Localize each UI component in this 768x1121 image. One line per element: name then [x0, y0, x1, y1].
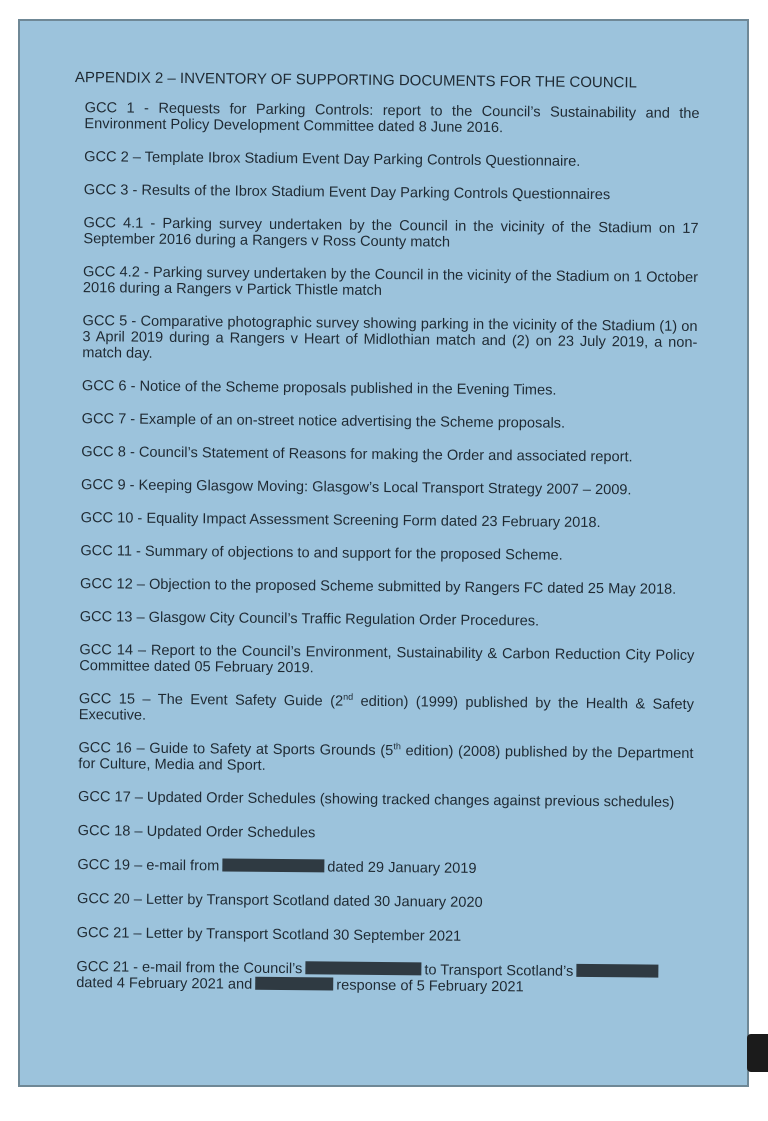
document-page [18, 19, 749, 1087]
gcc15-text-post: edition) (1999) published by the Health & Safety Executive. [78, 693, 695, 724]
list-item: GCC 9 - Keeping Glasgow Moving: Glasgow’s Local Transport Strategy 2007 – 2009. [80, 477, 632, 499]
page-title: APPENDIX 2 – INVENTORY OF SUPPORTING DOCUMENTS FOR THE COUNCIL [74, 69, 638, 92]
list-item: GCC 3 - Results of the Ibrox Stadium Event Day Parking Controls Questionnaires [83, 182, 611, 204]
list-item: GCC 13 – Glasgow City Council’s Traffic Regulation Order Procedures. [79, 609, 540, 630]
list-item: GCC 7 - Example of an on-street notice advertising the Scheme proposals. [81, 411, 566, 432]
redaction-block [576, 964, 658, 978]
list-item-gcc19 [77, 857, 692, 879]
gcc15-text-pre: GCC 15 – The Event Safety Guide (2 [78, 691, 344, 710]
gcc21-text-1: GCC 21 - e-mail from the Council’s [76, 959, 303, 978]
gcc21-text-4: response of 5 February 2021 [336, 977, 524, 996]
list-item: GCC 14 – Report to the Council’s Environment, Sustainability & Carbon Reduction City Policy Committee dated 05 February 2019. [79, 642, 695, 677]
list-item: GCC 4.1 - Parking survey undertaken by the Council in the vicinity of the Stadium on 17 September 2016 during a Rangers v Ross County match [83, 215, 699, 251]
list-item: GCC 8 - Council’s Statement of Reasons for making the Order and associated report. [81, 444, 633, 466]
redaction-block [255, 977, 333, 991]
side-tab[interactable] [747, 1034, 768, 1072]
list-item-gcc20: GCC 20 – Letter by Transport Scotland dated 30 January 2020 [76, 891, 483, 911]
list-item-gcc15 [79, 691, 694, 729]
list-item-gcc17: GCC 17 – Updated Order Schedules (showing tracked changes against previous schedules) [77, 789, 675, 811]
list-item: GCC 10 - Equality Impact Assessment Screening Form dated 23 February 2018. [80, 510, 601, 532]
list-item: GCC 6 - Notice of the Scheme proposals published in the Evening Times. [81, 378, 557, 399]
list-item: GCC 11 - Summary of objections to and support for the proposed Scheme. [80, 543, 563, 564]
gcc16-text-post: edition) (2008) published by the Department for Culture, Media and Sport. [78, 743, 694, 774]
redaction-block [305, 961, 421, 975]
gcc19-text-pre: GCC 19 – e-mail from [77, 857, 220, 875]
gcc21-text-3: dated 4 February 2021 and [76, 975, 253, 993]
list-item-gcc21-email [76, 959, 691, 997]
redaction-block [222, 858, 324, 872]
gcc16-text-pre: GCC 16 – Guide to Safety at Sports Grounds (5 [78, 740, 394, 760]
document-list [69, 100, 699, 680]
list-item: GCC 12 – Objection to the proposed Scheme submitted by Rangers FC dated 25 May 2018. [79, 576, 677, 598]
list-item: GCC 4.2 - Parking survey undertaken by the Council in the vicinity of the Stadium on 1 October 2016 during a Rangers v Partick Thistle match [82, 264, 699, 299]
list-item: GCC 1 - Requests for Parking Controls: report to the Council’s Sustainability and the Environment Policy Development Committee dated 8 June 2016. [84, 100, 700, 137]
gcc19-text-post: dated 29 January 2019 [327, 859, 477, 877]
document-body [66, 69, 700, 1014]
list-item-gcc16 [78, 740, 693, 778]
gcc16-superscript: th [393, 741, 401, 752]
list-item: GCC 5 - Comparative photographic survey showing parking in the vicinity of the Stadium (1) on 3 April 2019 during a Rangers v Heart of Midlothian match and (2) on 23 July 2019, a non-match day. [82, 313, 698, 362]
list-item: GCC 2 – Template Ibrox Stadium Event Day Parking Controls Questionnaire. [84, 149, 581, 170]
gcc15-superscript: nd [343, 691, 354, 702]
gcc21-text-2: to Transport Scotland’s [424, 962, 574, 980]
list-item-gcc18: GCC 18 – Updated Order Schedules [77, 823, 316, 842]
list-item-gcc21-letter: GCC 21 – Letter by Transport Scotland 30 September 2021 [76, 925, 462, 945]
